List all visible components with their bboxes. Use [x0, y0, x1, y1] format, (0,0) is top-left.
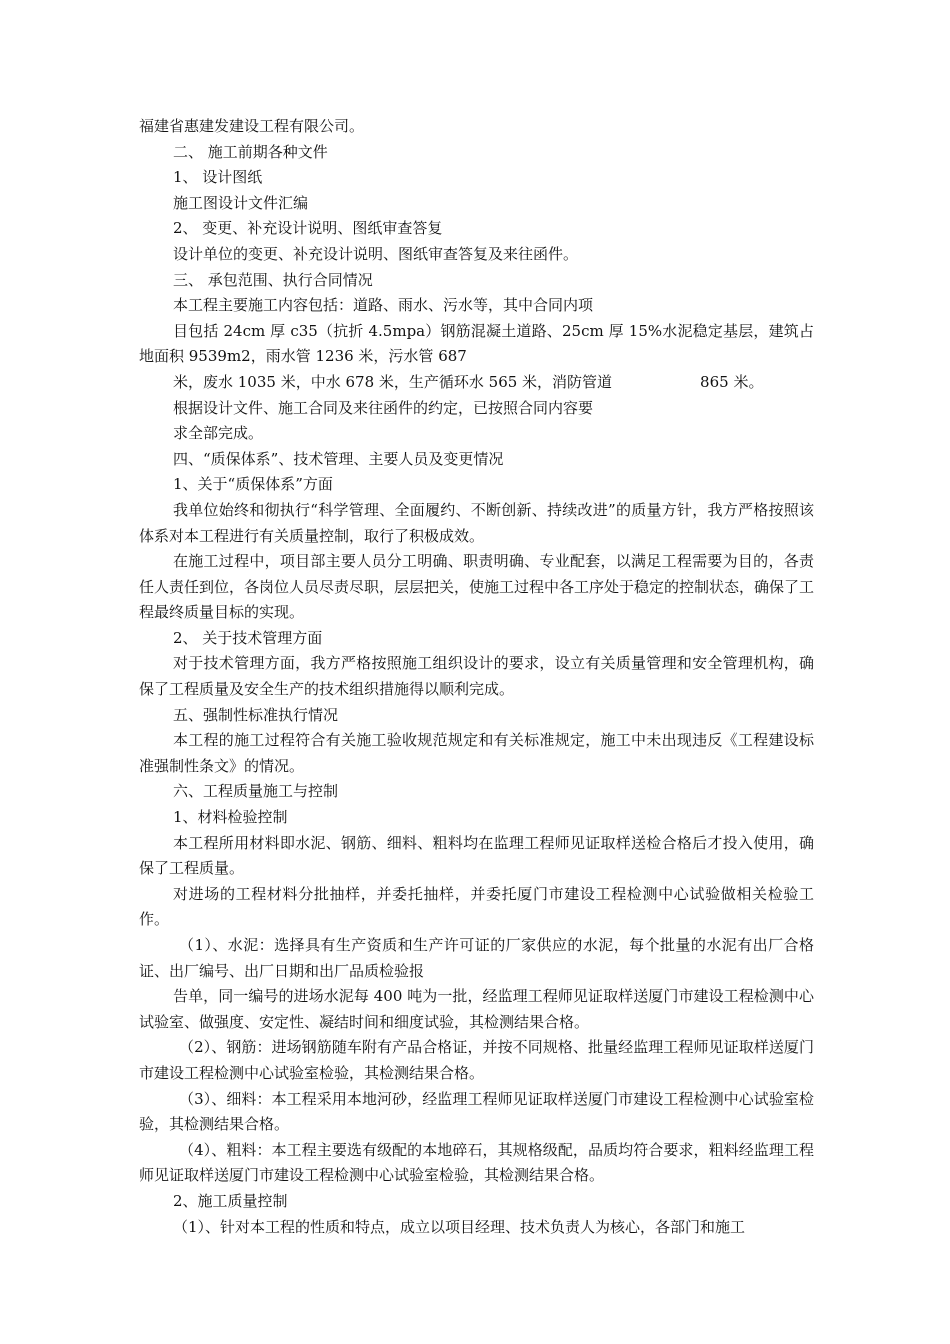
text-line: 施工图设计文件汇编	[173, 193, 309, 212]
paragraph-fine-aggregate: （3）、细料：本工程采用本地河砂，经监理工程师见证取样送厦门市建设工程检测中心试验室检验，其检测结果合格。	[139, 1089, 814, 1134]
paragraph: （1）、针对本工程的性质和特点，成立以项目经理、技术负责人为核心，各部门和施工	[173, 1217, 746, 1236]
paragraph: 对进场的工程材料分批抽样，并委托抽样，并委托厦门市建设工程检测中心试验做相关检验工作。	[139, 884, 814, 929]
paragraph: 本工程的施工过程符合有关施工验收规范规定和有关标准规定，施工中未出现违反《工程建设标准强制性条文》的情况。	[139, 731, 814, 775]
pipes-text: 米，废水 1035 米，中水 678 米，生产循环水 565 米，消防管道	[173, 372, 613, 391]
text-line: 设计单位的变更、补充设计说明、图纸审查答复及来往函件。	[173, 244, 579, 263]
section-heading-2: 二、 施工前期各种文件	[173, 142, 328, 161]
paragraph-cement: （1）、水泥：选择具有生产资质和生产许可证的厂家供应的水泥，每个批量的水泥有出厂合格证、出厂编号、出厂日期和出厂品质检验报	[139, 936, 814, 980]
paragraph-scope: 目包括 24cm 厚 c35（抗折 4.5mpa）钢筋混凝土道路、25cm 厚 15%水泥稳定基层，建筑占地面积 9539m2，雨水管 1236 米，污水管 687	[139, 321, 814, 366]
section-heading-5: 五、强制性标准执行情况	[173, 705, 339, 724]
section-heading-6: 六、工程质量施工与控制	[173, 782, 339, 801]
text-line: 求全部完成。	[173, 424, 264, 443]
paragraph-cement-cont: 告单，同一编号的进场水泥每 400 吨为一批，经监理工程师见证取样送厦门市建设工程检测中心试验室、做强度、安定性、凝结时间和细度试验，其检测结果合格。	[139, 987, 814, 1031]
subheading-quality-system: 1、关于“质保体系”方面	[173, 475, 333, 494]
document-body	[139, 114, 814, 1240]
paragraph: 对于技术管理方面，我方严格按照施工组织设计的要求，设立有关质量管理和安全管理机构，确保了工程质量及安全生产的技术组织措施得以顺利完成。	[139, 654, 814, 699]
subheading-construction-quality: 2、施工质量控制	[173, 1191, 288, 1210]
text-line: 根据设计文件、施工合同及来往函件的约定，已按照合同内容要	[173, 398, 594, 417]
text-line-pipes	[139, 370, 814, 396]
paragraph-steel: （2）、钢筋：进场钢筋随车附有产品合格证，并按不同规格、批量经监理工程师见证取样送厦门市建设工程检测中心试验室检验，其检测结果合格。	[139, 1038, 814, 1082]
subheading-design-drawings: 1、 设计图纸	[173, 168, 263, 187]
section-heading-3: 三、 承包范围、执行合同情况	[173, 270, 373, 289]
paragraph: 我单位始终和彻执行“科学管理、全面履约、不断创新、持续改进”的质量方针，我方严格按照该体系对本工程进行有关质量控制，取行了积极成效。	[139, 500, 814, 545]
company-line: 福建省惠建发建设工程有限公司。	[139, 117, 365, 135]
subheading-technical-management: 2、 关于技术管理方面	[173, 628, 323, 647]
subheading-material-inspection: 1、材料检验控制	[173, 808, 288, 827]
subheading-changes: 2、 变更、补充设计说明、图纸审查答复	[173, 219, 443, 238]
text-line: 本工程主要施工内容包括：道路、雨水、污水等，其中合同内项	[173, 296, 594, 315]
paragraph: 在施工过程中，项目部主要人员分工明确、职责明确、专业配套，以满足工程需要为目的，各责任人责任到位，各岗位人员尽责尽职，层层把关，使施工过程中各工序处于稳定的控制状态，确保了工程最终质量目标的实现。	[139, 552, 815, 622]
paragraph-coarse-aggregate: （4）、粗料：本工程主要选有级配的本地碎石，其规格级配，品质均符合要求，粗料经监理工程师见证取样送厦门市建设工程检测中心试验室检验，其检测结果合格。	[139, 1140, 814, 1185]
section-heading-4: 四、“质保体系”、技术管理、主要人员及变更情况	[173, 449, 504, 468]
paragraph: 本工程所用材料即水泥、钢筋、细料、粗料均在监理工程师见证取样送检合格后才投入使用，确保了工程质量。	[139, 833, 814, 878]
fire-pipe-value: 865 米。	[700, 372, 764, 391]
